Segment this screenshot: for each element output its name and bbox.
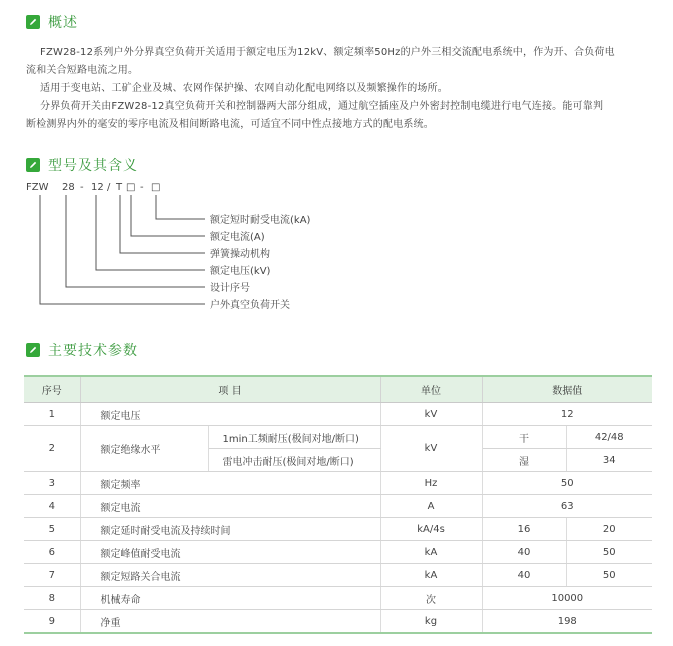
table-row <box>24 426 652 449</box>
code-part-28: 28 <box>62 182 75 193</box>
row-item: 机械寿命 <box>80 587 380 610</box>
model-heading <box>26 155 138 175</box>
row-no: 2 <box>24 426 80 472</box>
table-row <box>24 587 652 610</box>
row-unit: kA <box>380 564 482 587</box>
code-part-dash-2: - <box>140 182 144 193</box>
row-unit: Hz <box>380 472 482 495</box>
code-part-slash: / <box>107 182 111 193</box>
row-wet-label: 湿 <box>482 449 566 472</box>
header-unit: 单位 <box>380 376 482 403</box>
table-row <box>24 518 652 541</box>
code-part-t: T <box>116 182 123 193</box>
row-no: 5 <box>24 518 80 541</box>
row-value-1: 40 <box>482 564 566 587</box>
row-subitem-lightning: 雷电冲击耐压(极间对地/断口) <box>208 449 380 472</box>
row-item: 额定延时耐受电流及持续时间 <box>80 518 380 541</box>
table-row <box>24 564 652 587</box>
row-no: 3 <box>24 472 80 495</box>
row-no: 9 <box>24 610 80 634</box>
table-row <box>24 495 652 518</box>
model-title: 型号及其含义 <box>48 158 138 174</box>
params-title: 主要技术参数 <box>48 343 138 359</box>
meaning-short-time-current: 额定短时耐受电流(kA) <box>210 215 311 226</box>
row-value: 50 <box>482 472 652 495</box>
row-value: 63 <box>482 495 652 518</box>
header-value: 数据值 <box>482 376 652 403</box>
pencil-icon <box>26 158 40 172</box>
pencil-icon <box>26 15 40 29</box>
row-subitem-power-freq: 1min工频耐压(极间对地/断口) <box>208 426 380 449</box>
meaning-rated-current: 额定电流(A) <box>210 232 265 243</box>
row-item: 额定电流 <box>80 495 380 518</box>
table-header-row <box>24 376 652 403</box>
row-value-2: 20 <box>566 518 652 541</box>
meaning-design-number: 设计序号 <box>210 283 250 294</box>
code-part-box-2: □ <box>151 182 161 193</box>
row-no: 8 <box>24 587 80 610</box>
row-value: 10000 <box>482 587 652 610</box>
row-value: 198 <box>482 610 652 634</box>
row-unit: kV <box>380 403 482 426</box>
row-no: 4 <box>24 495 80 518</box>
row-dry-label: 干 <box>482 426 566 449</box>
overview-line-1: FZW28-12系列户外分界真空负荷开关适用于额定电压为12kV、额定频率50Hz的户外三相交流配电系统中，作为开、合负荷电 <box>40 47 615 58</box>
overview-line-5: 断检测界内外的毫安的零序电流及相间断路电流，可适宜不同中性点接地方式的配电系统。 <box>26 119 434 130</box>
meaning-rated-voltage: 额定电压(kV) <box>210 266 271 277</box>
meaning-outdoor-switch: 户外真空负荷开关 <box>210 300 290 310</box>
meaning-spring-mechanism: 弹簧操动机构 <box>210 249 270 260</box>
row-value-1: 40 <box>482 541 566 564</box>
row-unit: A <box>380 495 482 518</box>
code-part-fzw: FZW <box>26 182 49 193</box>
row-dry-value: 42/48 <box>566 426 652 449</box>
code-part-12: 12 <box>91 182 104 193</box>
row-item: 额定峰值耐受电流 <box>80 541 380 564</box>
overview-line-2: 流和关合短路电流之用。 <box>26 65 139 76</box>
row-unit: 次 <box>380 587 482 610</box>
code-part-box-1: □ <box>126 182 136 193</box>
overview-line-3: 适用于变电站、工矿企业及城、农网作保护操、农网自动化配电网络以及频繁操作的场所。 <box>40 83 448 94</box>
params-table <box>24 375 652 634</box>
header-item: 项 目 <box>80 376 380 403</box>
row-item: 额定绝缘水平 <box>80 426 208 472</box>
row-value-2: 50 <box>566 564 652 587</box>
row-no: 7 <box>24 564 80 587</box>
overview-text <box>26 44 656 134</box>
row-unit: kg <box>380 610 482 634</box>
table-row <box>24 541 652 564</box>
overview-heading <box>26 12 78 32</box>
row-value: 12 <box>482 403 652 426</box>
table-row <box>24 610 652 634</box>
row-unit: kA/4s <box>380 518 482 541</box>
model-code-diagram <box>0 175 673 310</box>
row-item: 净重 <box>80 610 380 634</box>
row-no: 6 <box>24 541 80 564</box>
table-row <box>24 472 652 495</box>
overview-title: 概述 <box>48 15 78 31</box>
header-no: 序号 <box>24 376 80 403</box>
row-unit: kA <box>380 541 482 564</box>
row-wet-value: 34 <box>566 449 652 472</box>
pencil-icon <box>26 343 40 357</box>
row-value-1: 16 <box>482 518 566 541</box>
row-item: 额定频率 <box>80 472 380 495</box>
table-row <box>24 403 652 426</box>
params-heading <box>26 340 138 360</box>
row-no: 1 <box>24 403 80 426</box>
row-item: 额定电压 <box>80 403 380 426</box>
code-part-dash-1: - <box>80 182 84 193</box>
row-value-2: 50 <box>566 541 652 564</box>
row-item: 额定短路关合电流 <box>80 564 380 587</box>
row-unit: kV <box>380 426 482 472</box>
overview-line-4: 分界负荷开关由FZW28-12真空负荷开关和控制器两大部分组成，通过航空插座及户外密封控制电缆进行电气连接。能可靠判 <box>40 101 604 112</box>
